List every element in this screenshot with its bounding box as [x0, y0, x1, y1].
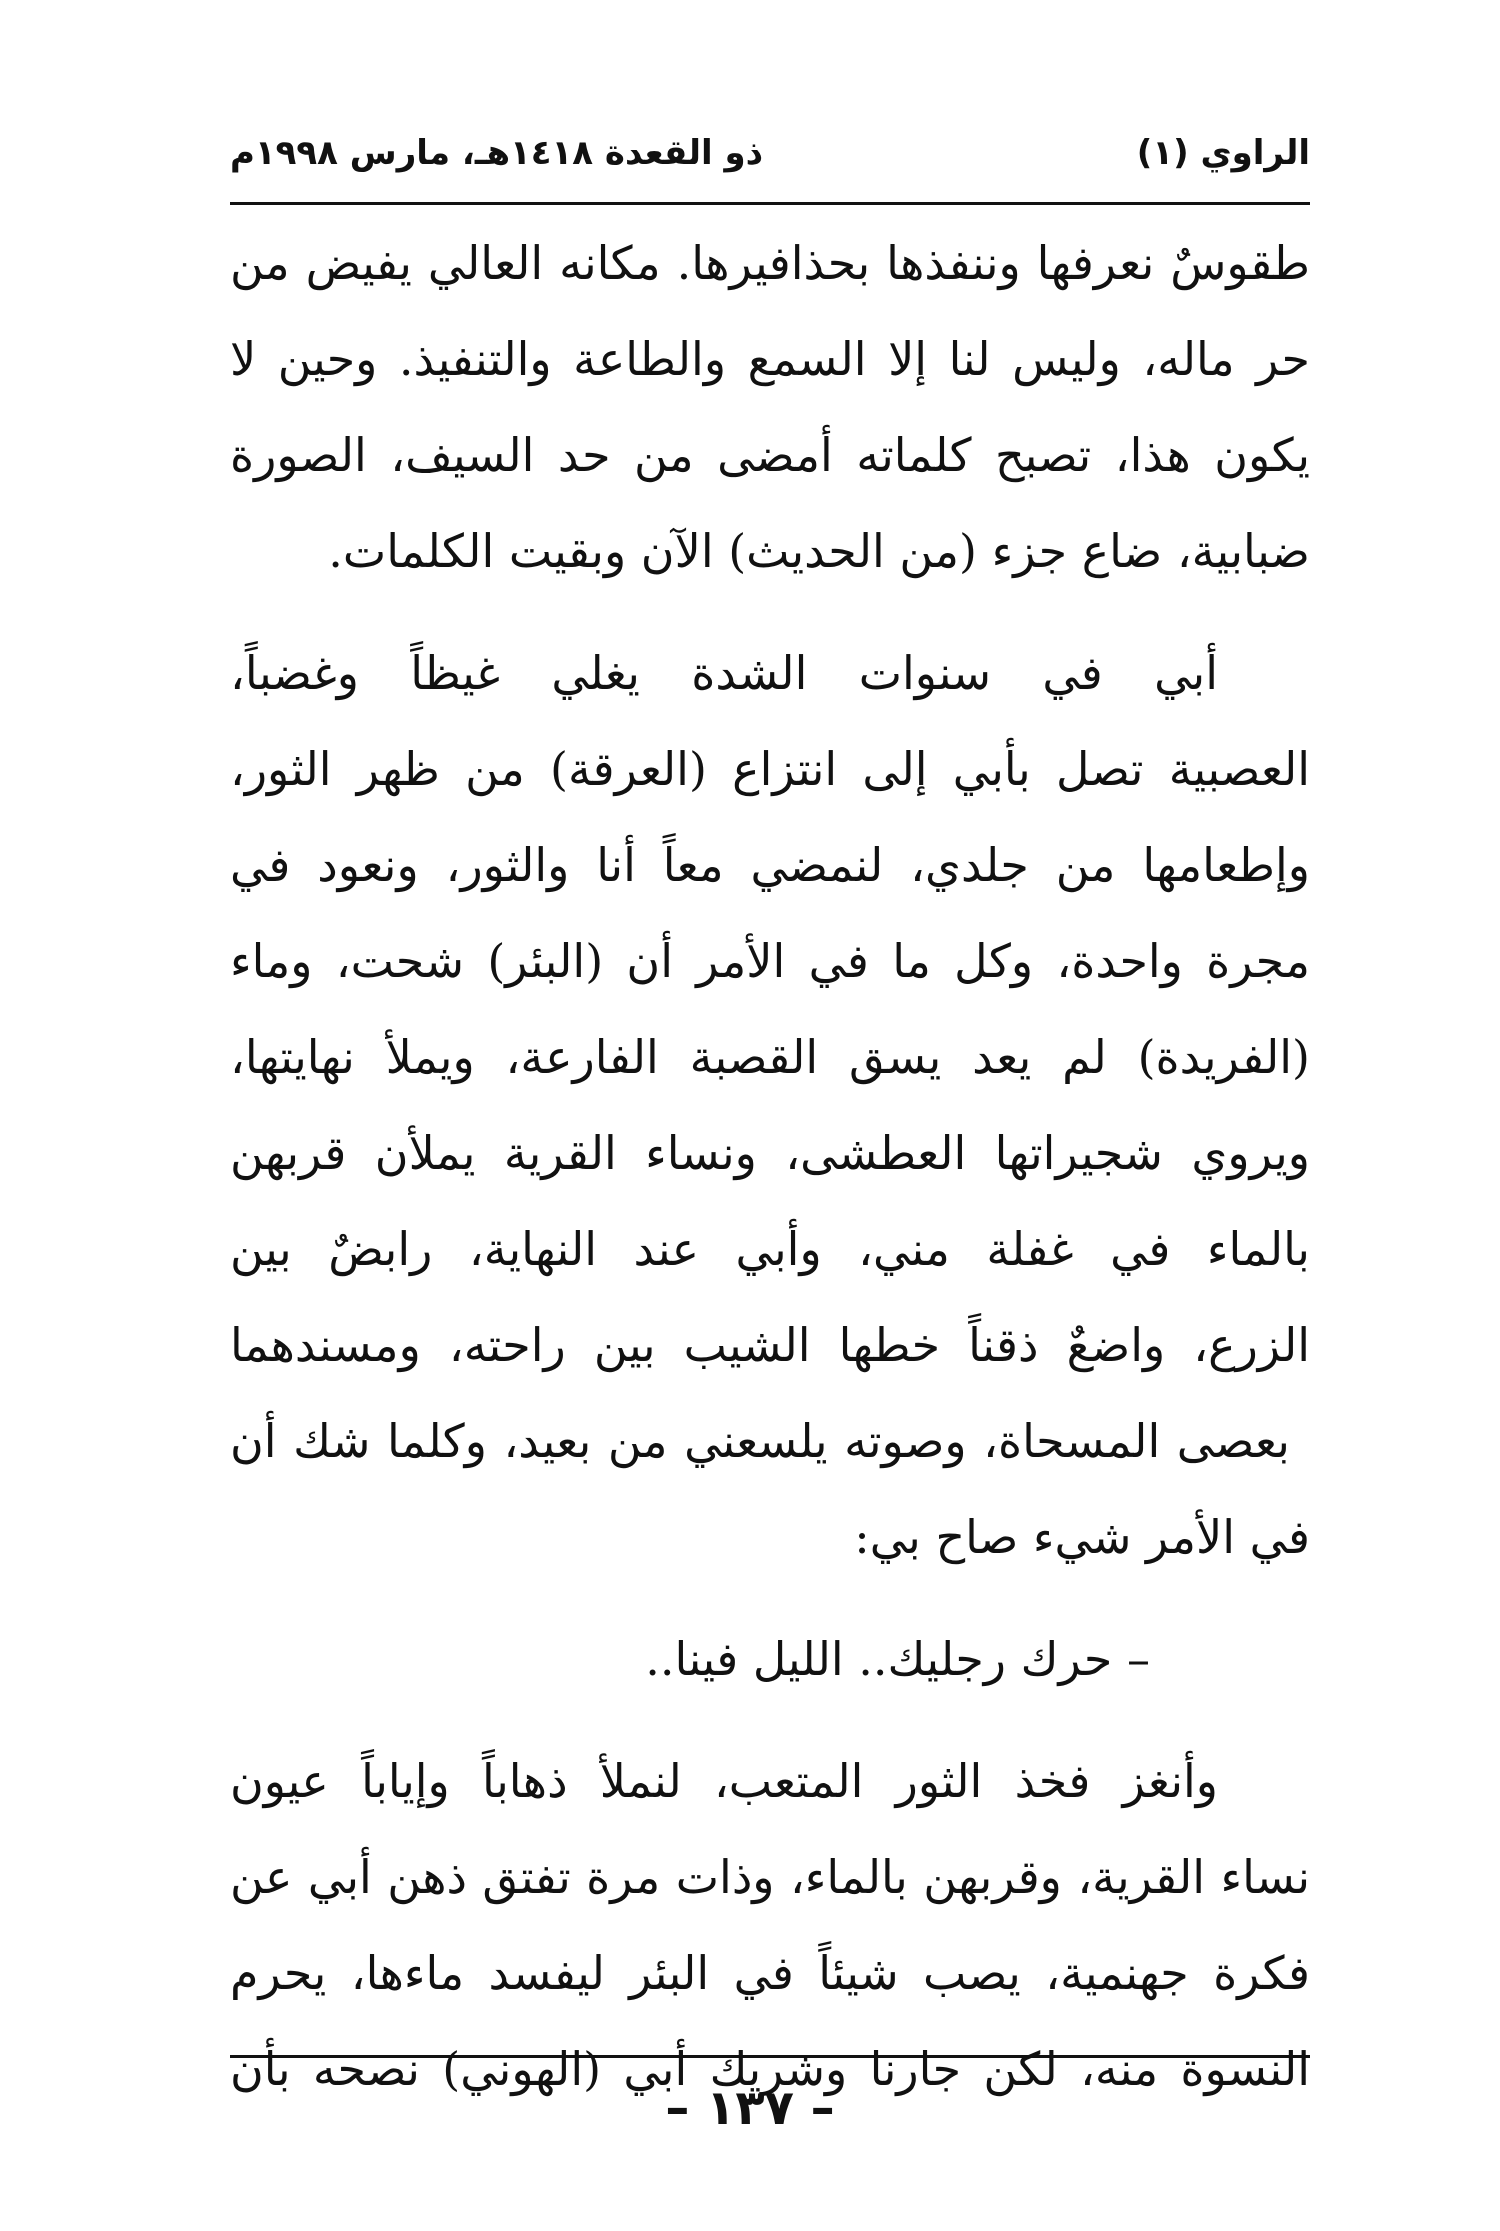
footer-divider — [230, 2055, 1310, 2058]
text-line: وإطعامها من جلدي، لنمضي معاً أنا والثور، ونعود في — [230, 838, 1310, 892]
issue-date: ذو القعدة ١٤١٨هـ، مارس ١٩٩٨م — [230, 133, 764, 173]
text-line: ضبابية، ضاع جزء (من الحديث) الآن وبقيت الكلمات. — [328, 524, 1310, 578]
paragraph-1 — [230, 215, 1310, 599]
text-line: الزرع، واضعٌ ذقناً خطها الشيب بين راحته، ومسندهما — [230, 1318, 1310, 1372]
text-line: يكون هذا، تصبح كلماته أمضى من حد السيف، الصورة — [230, 428, 1310, 482]
text-line: مجرة واحدة، وكل ما في الأمر أن (البئر) شحت، وماء — [230, 934, 1310, 988]
paragraph-3 — [230, 1733, 1310, 2117]
page-body — [230, 215, 1310, 2117]
text-line: بعصى المسحاة، وصوته يلسعني من بعيد، وكلما شك أن — [230, 1414, 1290, 1468]
text-line: طقوسٌ نعرفها وننفذها بحذافيرها. مكانه العالي يفيض من — [230, 236, 1310, 290]
text-line: النسوة منه، لكن جارنا وشريك أبي (الهوني) نصحه بأن — [230, 2042, 1310, 2096]
text-line: – حرك رجليك.. الليل فينا.. — [645, 1632, 1150, 1686]
text-line: ويروي شجيراتها العطشى، ونساء القرية يملأن قربهن — [230, 1126, 1310, 1180]
text-line: (الفريدة) لم يعد يسق القصبة الفارعة، ويملأ نهايتها، — [230, 1030, 1310, 1084]
text-line: وأنغز فخذ الثور المتعب، لنملأ ذهاباً وإياباً عيون — [230, 1754, 1218, 1808]
book-title: الراوي (١) — [1136, 133, 1310, 173]
text-line: بالماء في غفلة مني، وأبي عند النهاية، رابضٌ بين — [230, 1222, 1310, 1276]
text-line: أبي في سنوات الشدة يغلي غيظاً وغضباً، — [230, 646, 1218, 700]
text-line: في الأمر شيء صاح بي: — [854, 1510, 1310, 1564]
text-line: حر ماله، وليس لنا إلا السمع والطاعة والتنفيذ. وحين لا — [230, 332, 1310, 386]
page-number: – ١٣٧ – — [665, 2080, 835, 2136]
text-line: نساء القرية، وقربهن بالماء، وذات مرة تفتق ذهن أبي عن — [230, 1850, 1310, 1904]
header-divider — [230, 202, 1310, 205]
paragraph-2 — [230, 625, 1310, 1585]
text-line: العصبية تصل بأبي إلى انتزاع (العرقة) من ظهر الثور، — [230, 742, 1310, 796]
dialogue-line — [230, 1611, 1310, 1707]
running-header — [230, 118, 1310, 188]
text-line: فكرة جهنمية، يصب شيئاً في البئر ليفسد ماءها، يحرم — [230, 1946, 1310, 2000]
